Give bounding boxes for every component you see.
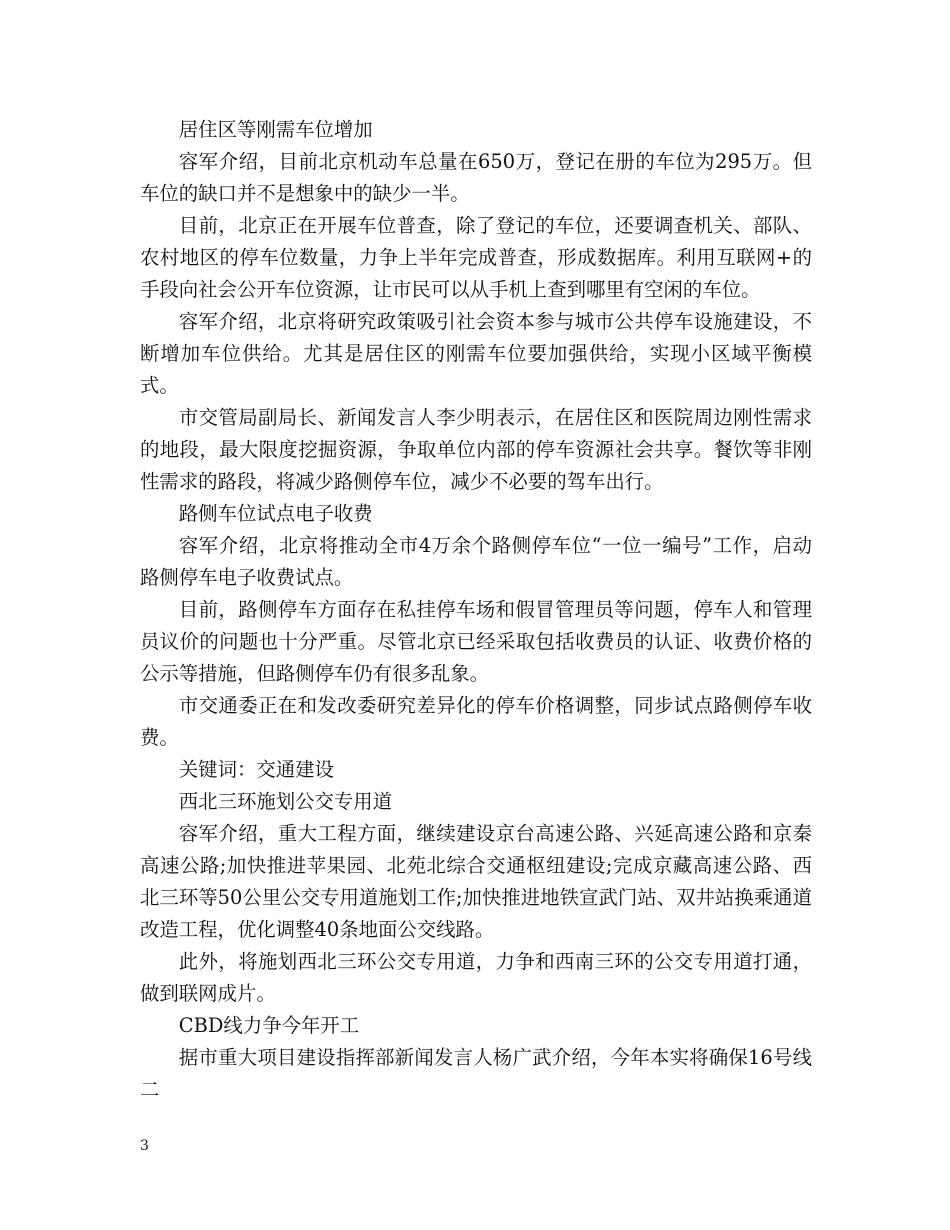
paragraph-social-capital: 容军介绍，北京将研究政策吸引社会资本参与城市公共停车设施建设，不断增加车位供给。尤其是居住区的刚需车位要加强供给，实现小区域平衡模式。: [140, 310, 812, 397]
paragraph-roadside-numbering: 容军介绍，北京将推动全市4万余个路侧停车位“一位一编号”工作，启动路侧停车电子收费试点。: [140, 534, 812, 589]
section-heading-bus-lane: 西北三环施划公交专用道: [178, 790, 393, 813]
paragraph-traffic-police-statement: 市交管局副局长、新闻发言人李少明表示，在居住区和医院周边刚性需求的地段，最大限度挖掘资源，争取单位内部的停车资源社会共享。餐饮等非刚性需求的路段，将减少路侧停车位，减少不必要的驾车出行。: [140, 406, 812, 493]
paragraph-vehicle-total: 容军介绍，目前北京机动车总量在650万，登记在册的车位为295万。但车位的缺口并不是想象中的缺少一半。: [140, 150, 812, 205]
page-number: 3: [140, 1138, 149, 1154]
paragraph-bus-lane-network: 此外，将施划西北三环公交专用道，力争和西南三环的公交专用道打通，做到联网成片。: [140, 950, 812, 1005]
section-heading-roadside-electronic-fee: 路侧车位试点电子收费: [178, 502, 373, 525]
section-heading-cbd-line: CBD线力争今年开工: [178, 1014, 360, 1037]
paragraph-parking-survey: 目前，北京正在开展车位普查，除了登记的车位，还要调查机关、部队、农村地区的停车位数量，力争上半年完成普查，形成数据库。利用互联网+的手段向社会公开车位资源，让市民可以从手机上查到哪里有空闲的车位。: [140, 214, 812, 301]
keywords-line: 关键词：交通建设: [178, 758, 334, 781]
paragraph-parking-price: 市交通委正在和发改委研究差异化的停车价格调整，同步试点路侧停车收费。: [140, 694, 812, 749]
paragraph-roadside-problems: 目前，路侧停车方面存在私挂停车场和假冒管理员等问题，停车人和管理员议价的问题也十分严重。尽管北京已经采取包括收费员的认证、收费价格的公示等措施，但路侧停车仍有很多乱象。: [140, 598, 812, 685]
document-body: [140, 114, 812, 1106]
paragraph-line-16: 据市重大项目建设指挥部新闻发言人杨广武介绍，今年本实将确保16号线二: [140, 1046, 812, 1101]
paragraph-major-projects: 容军介绍，重大工程方面，继续建设京台高速公路、兴延高速公路和京秦高速公路;加快推进苹果园、北苑北综合交通枢纽建设;完成京藏高速公路、西北三环等50公里公交专用道施划工作;加快推进地铁宣武门站、双井站换乘通道改造工程，优化调整40条地面公交线路。: [140, 822, 812, 941]
section-heading-residential-parking: 居住区等刚需车位增加: [178, 118, 373, 141]
